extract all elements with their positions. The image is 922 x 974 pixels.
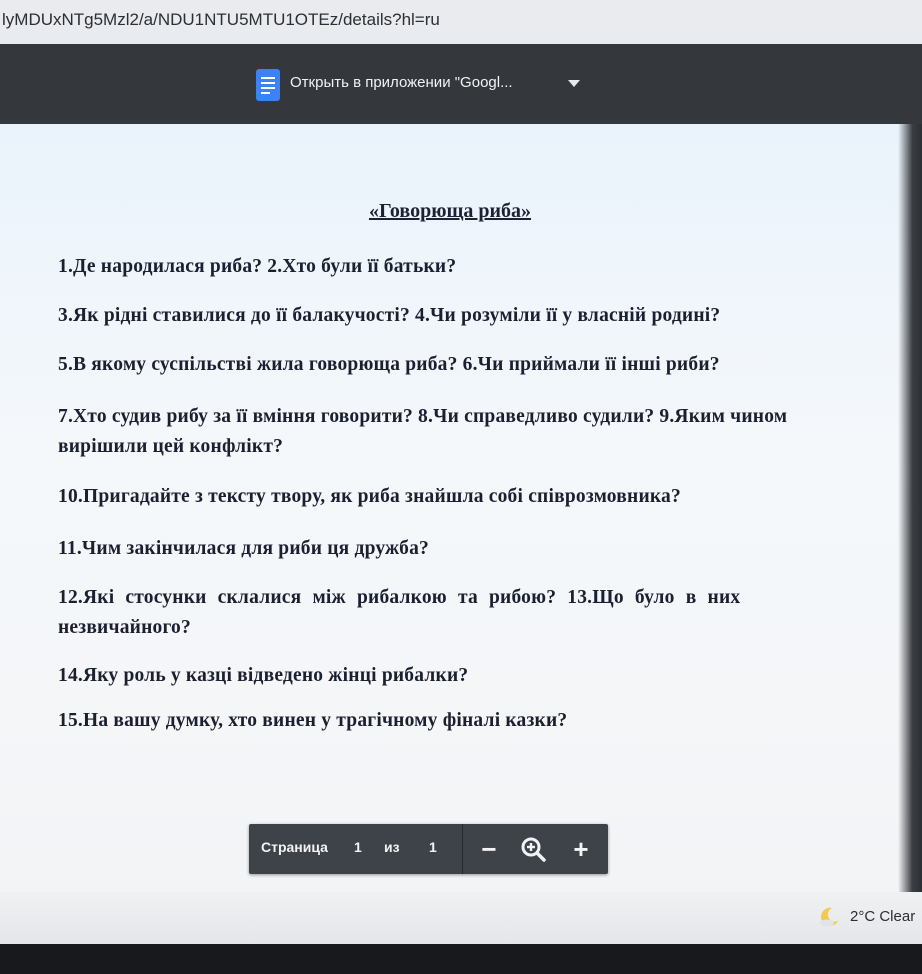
question-item: 12.Які стосунки склалися між рибалкою та рибою? 13.Що було в них незвичайного?: [58, 587, 741, 638]
of-label: из: [384, 839, 400, 855]
question-item: 7.Хто судив рибу за її вміння говорити? 8.Чи справедливо судили? 9.Яким чином вирішили цей конфлікт?: [58, 406, 788, 457]
separator: [462, 824, 463, 874]
address-bar[interactable]: [0, 0, 922, 45]
taskbar: [0, 892, 922, 944]
question-item: 5.В якому суспільстві жила говорюща риба? 6.Чи приймали її інші риби?: [58, 354, 720, 375]
question-item: 11.Чим закінчилася для риби ця дружба?: [58, 538, 429, 559]
question-item: 1.Де народилася риба? 2.Хто були її батьки?: [58, 256, 457, 277]
question-item: 10.Пригадайте з тексту твору, як риба знайшла собі співрозмовника?: [58, 486, 681, 507]
document-page: [0, 124, 922, 892]
viewer-edge: [898, 124, 922, 892]
document-title: «Говорюща риба»: [368, 200, 532, 222]
zoom-in-button[interactable]: +: [573, 834, 589, 864]
total-pages: 1: [429, 839, 437, 855]
question-item: 14.Яку роль у казці відведено жінці рибалки?: [58, 665, 469, 686]
moon-cloud-icon[interactable]: [818, 906, 840, 928]
current-page-number[interactable]: 1: [354, 839, 362, 855]
caret-down-icon[interactable]: [568, 80, 580, 87]
question-item: 3.Як рідні ставилися до її балакучості? 4.Чи розуміли її у власній родині?: [58, 305, 721, 326]
page-label: Страница: [261, 839, 328, 855]
monitor-bezel: [0, 944, 922, 974]
zoom-magnifier-icon[interactable]: [519, 835, 547, 863]
viewer-toolbar: [0, 44, 922, 124]
open-in-app-button[interactable]: Открыть в приложении "Googl...: [290, 74, 513, 91]
url-text[interactable]: lyMDUxNTg5Mzl2/a/NDU1NTU5MTU1OTEz/details?hl=ru: [2, 10, 440, 29]
weather-text[interactable]: 2°C Clear: [850, 908, 916, 925]
zoom-out-button[interactable]: −: [481, 834, 497, 864]
google-docs-icon[interactable]: [256, 69, 280, 101]
page-controls: [249, 824, 608, 874]
question-item: 15.На вашу думку, хто винен у трагічному фіналі казки?: [58, 710, 568, 731]
